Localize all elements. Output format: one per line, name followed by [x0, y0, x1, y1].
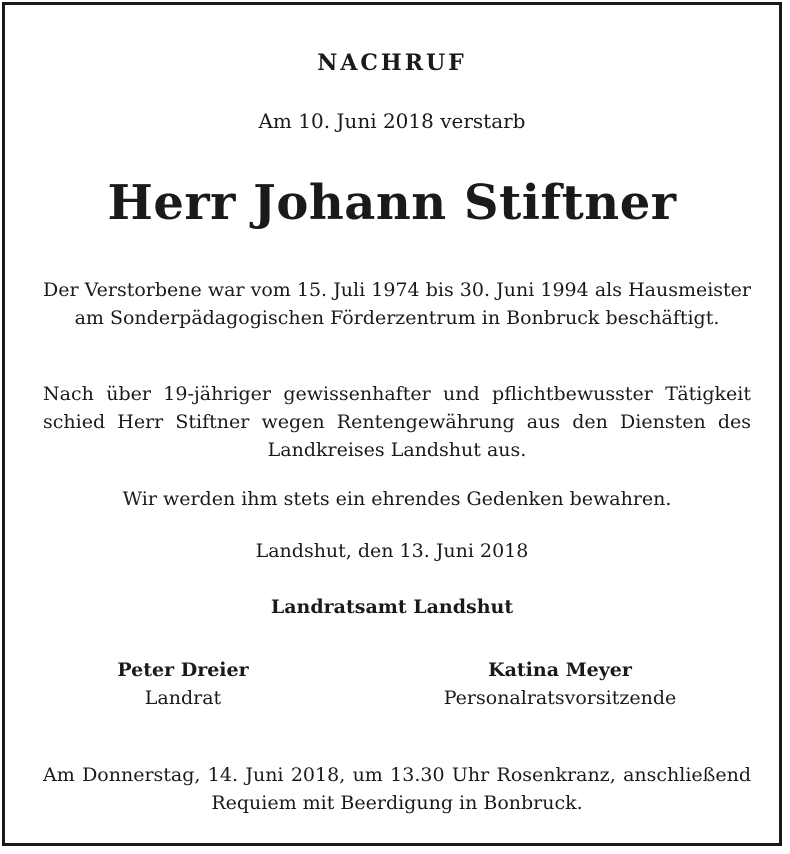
- place-date-line: Landshut, den 13. Juni 2018: [255, 540, 529, 562]
- funeral-service-paragraph: Am Donnerstag, 14. Juni 2018, um 13.30 Uhr Rosenkranz, anschließend Requiem mit Beerdigung in Bonbruck.: [43, 764, 751, 814]
- employment-paragraph: Der Verstorbene war vom 15. Juli 1974 bis 30. Juni 1994 als Hausmeister am Sonderpädagogischen Förderzentrum in Bonbruck beschäftigt.: [43, 279, 751, 329]
- signer-left: [33, 656, 333, 712]
- signer-role: Personalratsvorsitzende: [443, 687, 677, 709]
- signer-name: Katina Meyer: [488, 659, 632, 681]
- deceased-name: Herr Johann Stiftner: [107, 175, 677, 231]
- issuing-authority: Landratsamt Landshut: [270, 596, 514, 618]
- remembrance-paragraph: Wir werden ihm stets ein ehrendes Gedenken bewahren.: [122, 488, 672, 510]
- signer-right: [410, 656, 710, 712]
- signer-role: Landrat: [144, 687, 222, 709]
- signer-name: Peter Dreier: [117, 659, 249, 681]
- notice-heading: NACHRUF: [317, 50, 467, 76]
- obituary-notice: [2, 2, 782, 846]
- retirement-paragraph: Nach über 19-jähriger gewissenhafter und pflichtbewusster Tätigkeit schied Herr Stiftner wegen Rentengewährung aus den Diensten des Landkreises Landshut aus.: [43, 383, 751, 461]
- death-date-line: Am 10. Juni 2018 verstarb: [258, 109, 526, 133]
